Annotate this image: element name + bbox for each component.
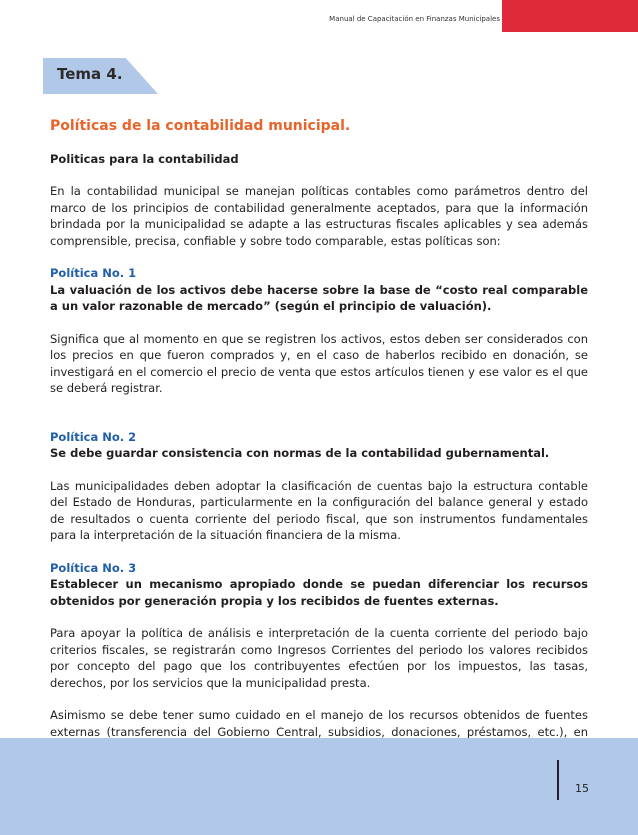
intro-paragraph: En la contabilidad municipal se manejan políticas contables como parámetros dentro del marco de los principios de contabilidad generalmente aceptados, para que la información brindada por la municipalidad se adapte a las estructuras fiscales aplicables y sea además comprensible, precisa, confiable y sobre todo comparable, estas políticas son: [50, 184, 588, 248]
page-number: 15 [575, 782, 589, 795]
subtitle: Politicas para la contabilidad [50, 151, 239, 166]
policy-1-label: Política No. 1 [50, 266, 137, 280]
page-number-rule [557, 760, 559, 800]
policy-1-paragraph: Significa que al momento en que se registren los activos, estos deben ser considerados con los precios en que fueron comprados y, en el caso de haberlos recibido en donación, se investigará en el comercio el precio de venta que estos artículos tienen y ese valor es el que se deberá registrar. [50, 331, 588, 395]
header-title: Manual de Capacitación en Finanzas Municipales [329, 15, 500, 23]
policy-3-paragraph-1: Para apoyar la política de análisis e interpretación de la cuenta corriente del periodo bajo criterios fiscales, se registrarán como Ingresos Corrientes del periodo los valores recibidos por concepto del pago que los contribuyentes efectúen por los impuestos, las tasas, derechos, por los servicios que la municipalidad presta. [50, 626, 588, 690]
footer-band [0, 738, 638, 835]
tema-label: Tema 4. [57, 65, 123, 83]
policy-2-label: Política No. 2 [50, 429, 137, 444]
policy-3-label: Política No. 3 [50, 560, 137, 575]
policy-2-statement: Se debe guardar consistencia con normas de la contabilidad gubernamental. [50, 446, 550, 460]
policy-2-paragraph: Las municipalidades deben adoptar la clasificación de cuentas bajo la estructura contable del Estado de Honduras, particularmente en la configuración del balance general y estado de resultados o cuenta corriente del periodo fiscal, que son instrumentos fundamentales para la interpretación de la situación financiera de la misma. [50, 478, 588, 542]
policy-1-statement: La valuación de los activos debe hacerse sobre la base de “costo real comparable a un valor razonable de mercado” (según el principio de valuación). [50, 282, 588, 313]
document-body [50, 118, 588, 773]
header-accent-bar [502, 0, 638, 32]
policy-3-paragraph-2: Asimismo se debe tener sumo cuidado en el manejo de los recursos obtenidos de fuentes externas (transferencia del Gobierno Central, subsidios, donaciones, préstamos, etc.), en [50, 708, 588, 739]
section-title: Políticas de la contabilidad municipal. [50, 118, 351, 134]
policy-3-statement: Establecer un mecanismo apropiado donde se puedan diferenciar los recursos obtenidos por generación propia y los recibidos de fuentes externas. [50, 577, 588, 608]
